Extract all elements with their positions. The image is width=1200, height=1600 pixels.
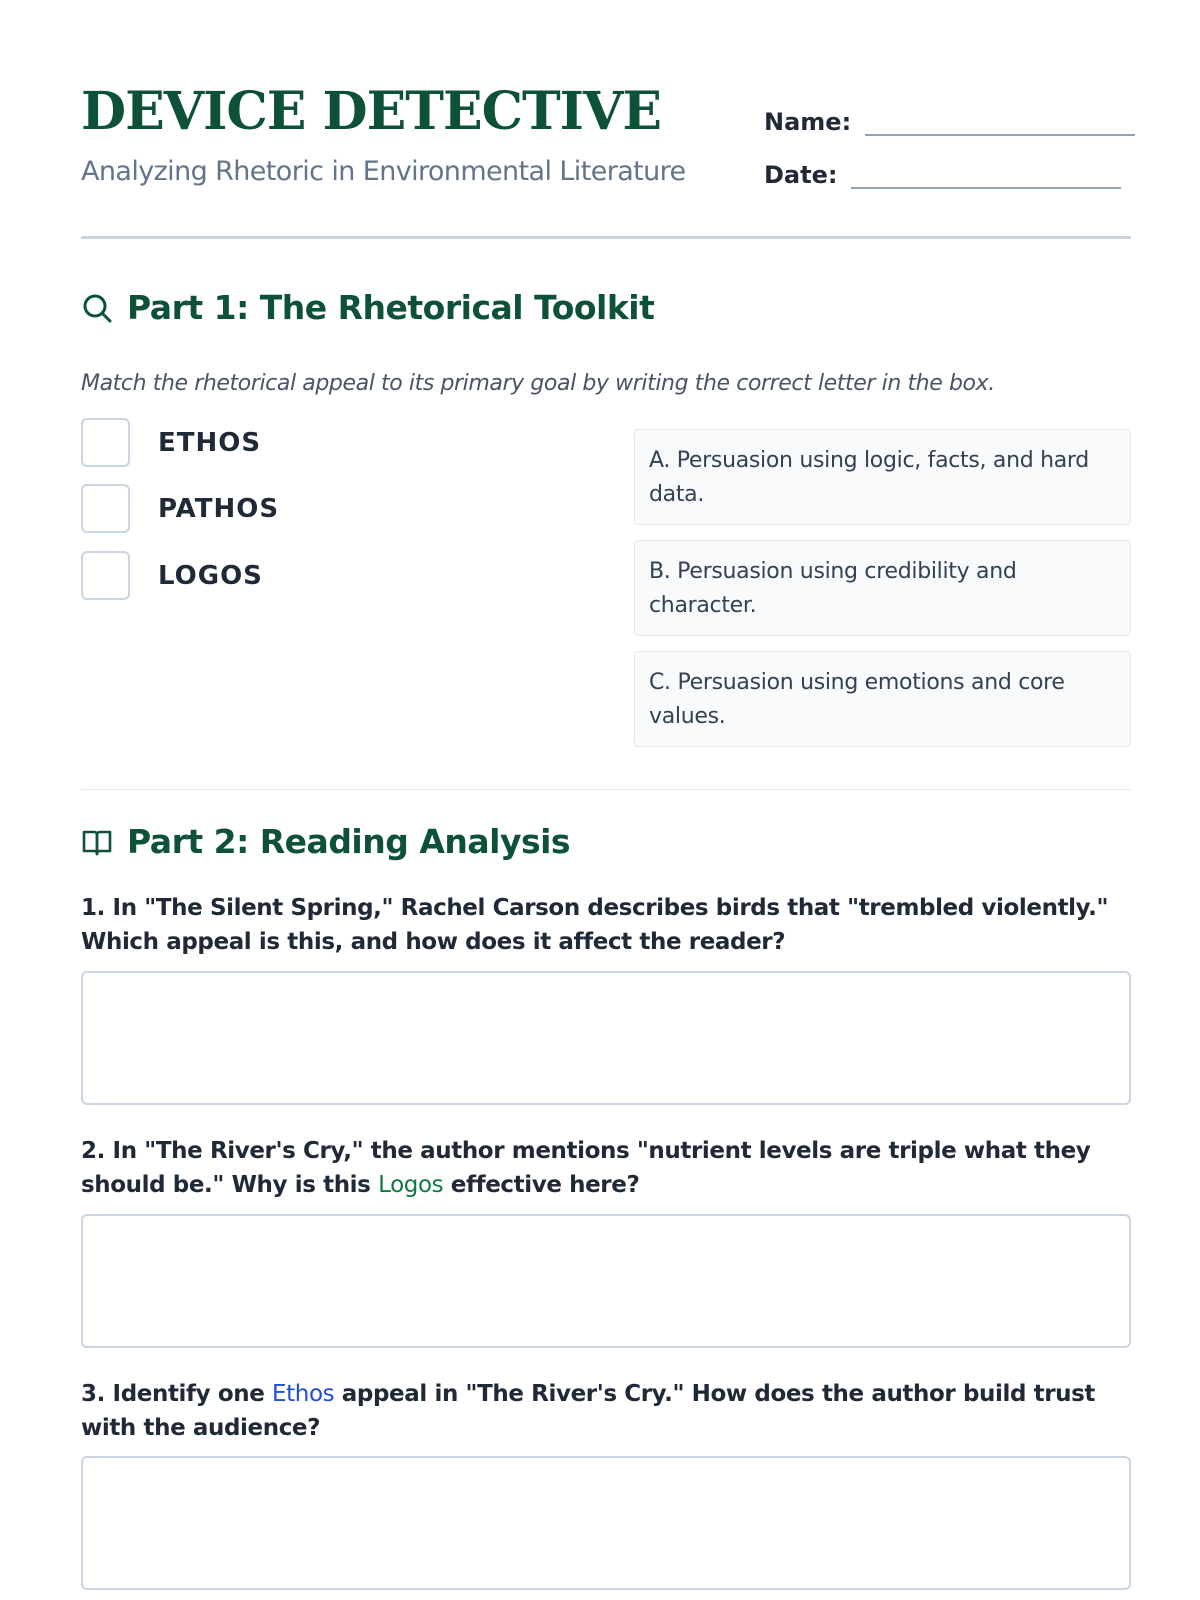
worksheet (81, 0, 1131, 1441)
header-divider (81, 236, 1131, 239)
appeal-row-pathos (81, 484, 279, 533)
logos-highlight: Logos (378, 1172, 444, 1198)
question-text: 3. Identify one (81, 1381, 273, 1407)
answer-area-3[interactable] (81, 1456, 1131, 1590)
question-text: 2. In "The River's Cry," the author mentions "nutrient levels are triple what they should be." Why is this (81, 1138, 1091, 1198)
ethos-highlight: Ethos (272, 1381, 335, 1407)
name-field[interactable] (865, 104, 1135, 136)
date-label: Date: (764, 161, 838, 189)
part1-title: Part 1: The Rhetorical Toolkit (127, 288, 655, 327)
appeal-row-ethos (81, 418, 261, 467)
appeal-term: PATHOS (158, 493, 280, 524)
answer-box-ethos[interactable] (81, 418, 130, 467)
name-row (764, 104, 1135, 136)
appeal-row-logos (81, 551, 263, 600)
answer-box-pathos[interactable] (81, 484, 130, 533)
worksheet-header (81, 0, 1131, 240)
part1-instructions: Match the rhetorical appeal to its primary goal by writing the correct letter in the box. (81, 371, 995, 396)
part1-heading (81, 288, 654, 327)
question-1 (81, 891, 1131, 959)
search-icon (81, 292, 113, 324)
question-text: effective here? (443, 1172, 640, 1198)
definition-card-a: A. Persuasion using logic, facts, and hard data. (634, 429, 1131, 525)
date-field[interactable] (851, 157, 1121, 189)
part2-heading (81, 822, 570, 861)
part2-title: Part 2: Reading Analysis (127, 822, 571, 861)
answer-area-2[interactable] (81, 1214, 1131, 1348)
worksheet-title: DEVICE DETECTIVE (81, 81, 661, 142)
appeal-term: ETHOS (158, 427, 262, 458)
worksheet-subtitle: Analyzing Rhetoric in Environmental Literature (81, 156, 686, 187)
answer-area-1[interactable] (81, 971, 1131, 1105)
appeal-term: LOGOS (158, 560, 263, 591)
name-label: Name: (764, 108, 852, 136)
question-text: appeal in "The River's Cry." How does the author build trust with the audience? (81, 1381, 1096, 1441)
question-2 (81, 1134, 1131, 1202)
definition-card-b: B. Persuasion using credibility and character. (634, 540, 1131, 636)
answer-box-logos[interactable] (81, 551, 130, 600)
date-row (764, 157, 1121, 189)
question-text: 1. In "The Silent Spring," Rachel Carson describes birds that "trembled violently." Which appeal is this, and how does it affect the reader? (81, 895, 1109, 955)
open-book-icon (81, 826, 113, 858)
section-divider (81, 789, 1131, 790)
definition-card-c: C. Persuasion using emotions and core values. (634, 651, 1131, 747)
question-3 (81, 1377, 1131, 1445)
